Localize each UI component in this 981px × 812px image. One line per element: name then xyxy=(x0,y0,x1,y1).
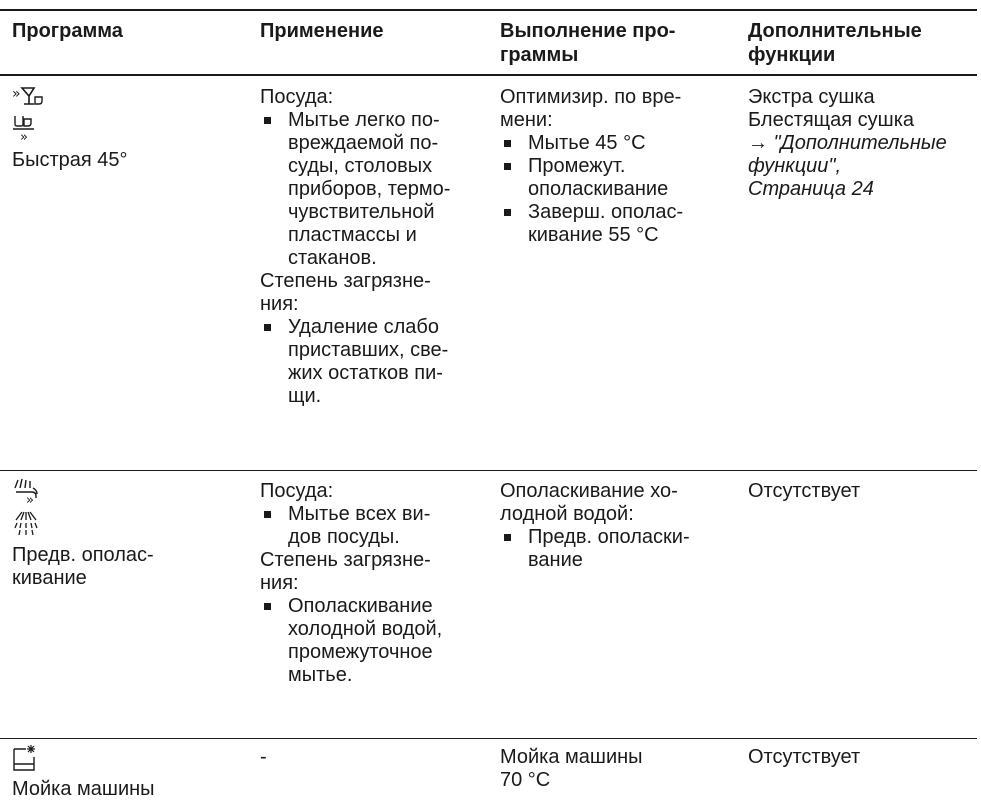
use-text: Степень загрязне- xyxy=(260,270,431,292)
quick-plate-icon xyxy=(12,113,242,143)
use-bullet xyxy=(260,503,490,549)
execution-bullet xyxy=(500,155,730,201)
extra-crossref[interactable]: → "Дополнительные xyxy=(748,132,947,154)
row-program-cell xyxy=(12,744,242,801)
bullet-line: кивание 55 °C xyxy=(528,224,659,246)
header-rule xyxy=(0,74,977,76)
bullet-line: приборов, термо- xyxy=(288,178,451,200)
execution-bullet xyxy=(500,132,730,155)
execution-text: Мойка машины xyxy=(500,746,643,768)
use-text: Степень загрязне- xyxy=(260,549,431,571)
row-divider xyxy=(0,470,977,471)
header-extra-line: Дополнительные xyxy=(748,20,922,42)
use-text: Посуда: xyxy=(260,86,334,108)
row-use-cell xyxy=(260,86,490,408)
row-divider xyxy=(0,738,977,739)
row-execution-cell xyxy=(500,480,730,572)
header-extra xyxy=(748,19,978,67)
program-name: кивание xyxy=(12,567,87,589)
machine-clean-icon xyxy=(12,744,242,772)
bullet-line: мытье. xyxy=(288,664,353,686)
header-program xyxy=(12,19,242,43)
execution-text: лодной водой: xyxy=(500,503,634,525)
program-name: Предв. ополас- xyxy=(12,544,154,566)
use-text: ния: xyxy=(260,572,299,594)
bullet-line: холодной водой, xyxy=(288,618,443,640)
header-execution-line: граммы xyxy=(500,44,579,66)
pre-rinse-shower-icon xyxy=(12,510,242,538)
bullet-line: пластмассы и xyxy=(288,224,417,246)
row-extra-cell xyxy=(748,86,978,201)
bullet-line: промежуточное xyxy=(288,641,433,663)
bullet-line: Мытье легко по- xyxy=(288,109,440,131)
use-text: Посуда: xyxy=(260,480,334,502)
svg-text:»: » xyxy=(12,86,21,102)
bullet-line: щи. xyxy=(288,385,322,407)
use-bullet xyxy=(260,316,490,408)
execution-bullet xyxy=(500,201,730,247)
bullet-line: Заверш. ополас- xyxy=(528,201,684,223)
extra-crossref[interactable]: функции", xyxy=(748,155,842,177)
header-program-text: Программа xyxy=(12,20,123,42)
row-use-cell xyxy=(260,480,490,687)
bullet-line: приставших, све- xyxy=(288,339,449,361)
bullet-line: вание xyxy=(528,549,583,571)
execution-text: мени: xyxy=(500,109,553,131)
svg-text:»: » xyxy=(26,493,34,506)
bullet-line: Предв. ополаски- xyxy=(528,526,690,548)
header-execution-line: Выполнение про- xyxy=(500,20,676,42)
program-name: Мойка машины xyxy=(12,778,155,800)
extra-text: Блестящая сушка xyxy=(748,109,915,131)
bullet-line: вреждаемой по- xyxy=(288,132,439,154)
row-use-cell xyxy=(260,746,490,769)
header-execution xyxy=(500,19,730,67)
header-use-text: Применение xyxy=(260,20,384,42)
use-text: ния: xyxy=(260,293,299,315)
header-use xyxy=(260,19,490,43)
pre-rinse-spray-icon xyxy=(12,478,242,506)
extra-text: Экстра сушка xyxy=(748,86,875,108)
row-extra-cell xyxy=(748,480,978,503)
extra-text: Отсутствует xyxy=(748,480,861,502)
execution-text: 70 °C xyxy=(500,769,551,791)
bullet-line: стаканов. xyxy=(288,247,377,269)
bullet-line: Мытье всех ви- xyxy=(288,503,431,525)
use-bullet xyxy=(260,109,490,270)
bullet-line: суды, столовых xyxy=(288,155,433,177)
row-program-cell xyxy=(12,478,242,590)
bullet-line: Ополаскивание xyxy=(288,595,433,617)
use-bullet xyxy=(260,595,490,687)
row-execution-cell xyxy=(500,86,730,247)
bullet-line: дов посуды. xyxy=(288,526,400,548)
extra-crossref[interactable]: Страница 24 xyxy=(748,178,874,200)
use-text: - xyxy=(260,746,267,768)
row-program-cell xyxy=(12,85,242,172)
svg-text:»: » xyxy=(20,130,28,143)
row-execution-cell xyxy=(500,746,730,792)
quick-glass-icon xyxy=(12,85,242,109)
bullet-line: ополаскивание xyxy=(528,178,669,200)
execution-text: Ополаскивание хо- xyxy=(500,480,678,502)
bullet-line: Мытье 45 °C xyxy=(528,132,646,154)
execution-bullet xyxy=(500,526,730,572)
bullet-line: жих остатков пи- xyxy=(288,362,443,384)
bullet-line: чувствительной xyxy=(288,201,435,223)
bullet-line: Промежут. xyxy=(528,155,626,177)
execution-text: Оптимизир. по вре- xyxy=(500,86,682,108)
table-top-rule xyxy=(0,9,977,11)
row-extra-cell xyxy=(748,746,978,769)
bullet-line: Удаление слабо xyxy=(288,316,439,338)
program-name: Быстрая 45° xyxy=(12,149,128,171)
header-extra-line: функции xyxy=(748,44,836,66)
extra-text: Отсутствует xyxy=(748,746,861,768)
